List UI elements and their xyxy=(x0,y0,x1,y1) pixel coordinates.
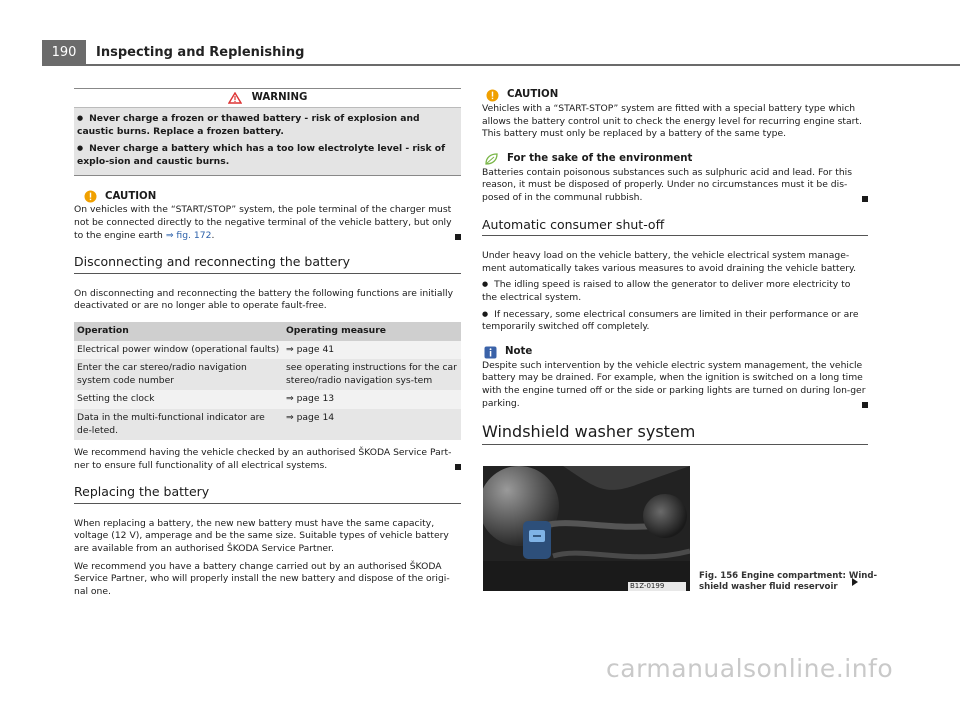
table-cell-link[interactable]: ⇒ page 14 xyxy=(283,409,461,440)
note-box xyxy=(482,346,868,410)
table-cell: Electrical power window (operational faults) xyxy=(74,341,283,360)
environment-box xyxy=(482,153,868,205)
environment-header xyxy=(484,153,868,166)
warning-title xyxy=(74,89,461,108)
table-row xyxy=(74,341,461,360)
engine-compartment-photo xyxy=(483,466,690,591)
caution-text xyxy=(74,204,461,242)
table-row xyxy=(74,409,461,440)
note-body: Despite such intervention by the vehicle electric system management, the vehicle battery may be drained. For example, when the ignition is switched on a long time with the engine turned off or the side or parking lights are turned on during lon-ger parking. xyxy=(482,359,866,409)
table-cell: Setting the clock xyxy=(74,390,283,409)
washer-heading: Windshield washer system xyxy=(482,426,868,445)
shutoff-item: ● The idling speed is raised to allow the generator to deliver more electricity to the electrical system. xyxy=(482,278,868,304)
caution-left xyxy=(74,190,461,242)
environment-leaf-icon xyxy=(484,153,499,166)
caution-text: Vehicles with a “START-STOP” system are fitted with a special battery type which allows the battery control unit to check the energy level for recurring engine start. This battery must only be replaced by a battery of the same type. xyxy=(482,103,862,140)
table-row xyxy=(74,359,461,390)
table-cell-link[interactable]: ⇒ page 13 xyxy=(283,390,461,409)
warning-body xyxy=(74,108,461,175)
disconnect-intro: On disconnecting and reconnecting the battery the following functions are initially deactivated or are no longer able to operate fault-free. xyxy=(74,287,454,312)
table-cell: see operating instructions for the car stereo/radio navigation sys-tem xyxy=(283,359,461,390)
info-note-icon xyxy=(484,346,497,359)
table-cell: Enter the car stereo/radio navigation system code number xyxy=(74,359,283,390)
caution-header xyxy=(84,190,461,203)
table-cell-link[interactable]: ⇒ page 41 xyxy=(283,341,461,360)
disconnect-outro xyxy=(74,447,461,472)
fig-172-link[interactable]: ⇒ fig. 172 xyxy=(165,229,212,241)
caution-body: On vehicles with the “START/STOP” system, the pole terminal of the charger must not be connected directly to the negative terminal of the vehicle battery, but only to the engine earth xyxy=(74,204,452,241)
caution-period: . xyxy=(211,229,215,241)
operations-table xyxy=(74,322,461,440)
shutoff-item: ● If necessary, some electrical consumers are limited in their performance or are temporarily switched off completely. xyxy=(482,308,868,334)
figure-caption-line2: shield washer fluid reservoir xyxy=(699,582,838,592)
page-title: Inspecting and Replenishing xyxy=(96,45,305,60)
caution-right xyxy=(482,89,868,141)
warning-title-text: WARNING xyxy=(251,91,308,103)
section-end-mark xyxy=(862,402,868,408)
table-row xyxy=(74,390,461,409)
replacing-p1: When replacing a battery, the new new battery must have the same capacity, voltage (12 V), amperage and be the same size. Suitable types of vehicle battery are available from an authorised ŠKODA Service Partner. xyxy=(74,517,449,555)
table-header-row xyxy=(74,322,461,341)
page-number: 190 xyxy=(42,40,86,66)
note-text xyxy=(482,360,868,410)
environment-body: Batteries contain poisonous substances such as sulphuric acid and lead. For this reason, it must be disposed of properly. Under no circumstances must it be dis-posed of in the communal rubbish. xyxy=(482,166,853,203)
caution-icon xyxy=(486,89,499,102)
note-header xyxy=(484,346,868,359)
section-end-mark xyxy=(455,234,461,240)
continue-arrow-icon xyxy=(852,578,858,586)
section-end-mark xyxy=(862,196,868,202)
caution-title: CAUTION xyxy=(507,89,559,101)
figure-caption xyxy=(699,571,877,593)
replacing-p2: We recommend you have a battery change carried out by an authorised ŠKODA Service Partner, who will properly install the new battery and dispose of the origi-nal one. xyxy=(74,560,450,597)
right-column xyxy=(482,89,868,445)
disconnect-heading: Disconnecting and reconnecting the battery xyxy=(74,256,461,274)
disconnect-outro-text: We recommend having the vehicle checked by an authorised ŠKODA Service Part-ner to ensure full functionality of all electrical systems. xyxy=(74,447,452,471)
section-end-mark xyxy=(455,464,461,470)
warning-triangle-icon xyxy=(228,92,242,104)
watermark-text: carmanualsonline.info xyxy=(606,654,894,683)
environment-text xyxy=(482,167,868,205)
caution-icon xyxy=(84,190,97,203)
engine-compartment-illustration xyxy=(483,466,690,591)
replacing-heading: Replacing the battery xyxy=(74,486,461,504)
note-title: Note xyxy=(505,345,533,357)
table-header-measure: Operating measure xyxy=(283,322,461,341)
shutoff-intro: Under heavy load on the vehicle battery, the vehicle electrical system manage-ment automatically takes various measures to avoid draining the vehicle battery. xyxy=(482,250,857,274)
caution-header xyxy=(486,89,868,102)
header-rule xyxy=(86,64,960,66)
warning-box xyxy=(74,88,461,176)
warning-item: ● Never charge a frozen or thawed battery - risk of explosion and caustic burns. Replace a frozen battery. xyxy=(77,112,458,138)
table-header-operation: Operation xyxy=(74,322,283,341)
shutoff-heading: Automatic consumer shut-off xyxy=(482,219,868,237)
warning-item: ● Never charge a battery which has a too low electrolyte level - risk of explo-sion and caustic burns. xyxy=(77,142,458,168)
environment-title: For the sake of the environment xyxy=(507,152,693,164)
left-column xyxy=(74,88,461,598)
figure-caption-line1: Fig. 156 Engine compartment: Wind- xyxy=(699,571,878,581)
figure-code: B1Z-0199 xyxy=(630,582,665,590)
caution-title: CAUTION xyxy=(105,190,157,202)
table-cell: Data in the multi-functional indicator are de-leted. xyxy=(74,409,283,440)
